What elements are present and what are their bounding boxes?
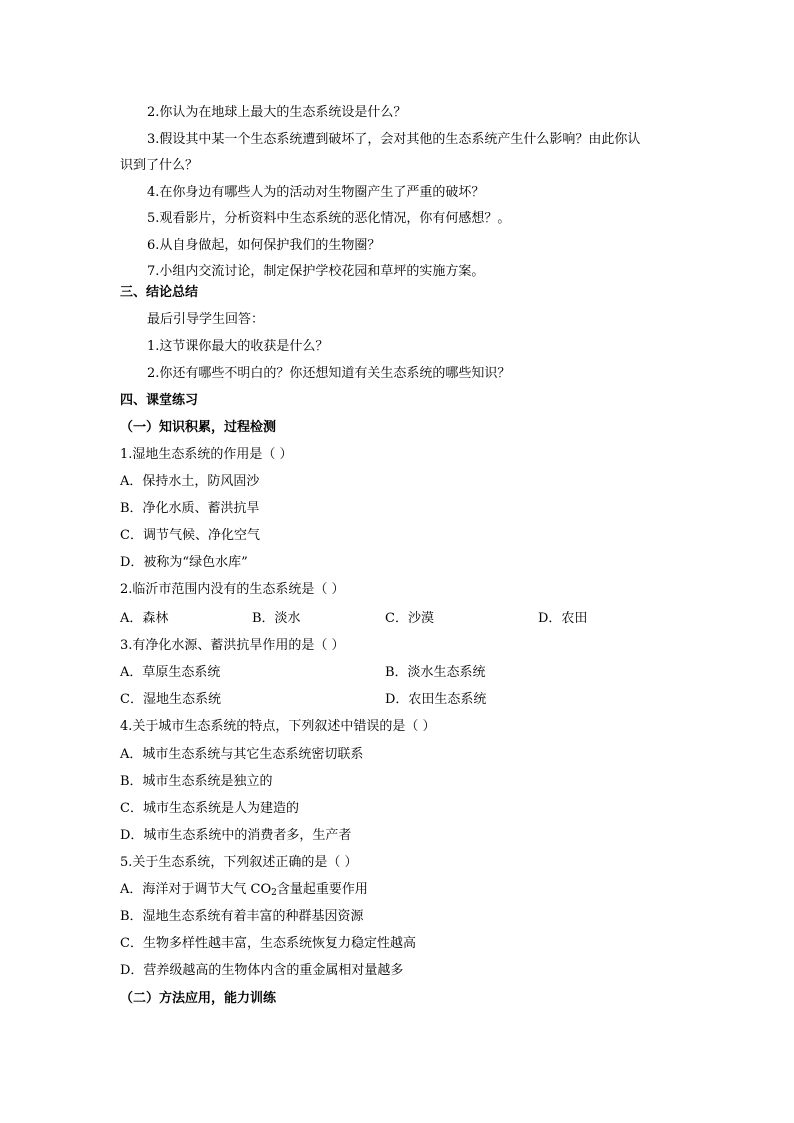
- exercise-5-stem: 5.关于生态系统，下列叙述正确的是（ ）: [120, 855, 358, 870]
- co2-subscript: 2: [271, 888, 277, 898]
- exercise-5-option-b: B．湿地生态系统有着丰富的种群基因资源: [120, 909, 364, 924]
- exercise-4-option-a: A．城市生态系统与其它生态系统密切联系: [120, 747, 364, 762]
- exercise-1-option-c: C．调节气候、净化空气: [120, 528, 260, 543]
- question-3-continued: 识到了什么？: [120, 158, 199, 173]
- exercise-5-option-a-prefix: A．海洋对于调节大气 CO: [120, 882, 272, 897]
- exercise-3-option-d: D．农田生态系统: [385, 692, 487, 707]
- exercise-4-option-d: D．城市生态系统中的消费者多，生产者: [120, 828, 352, 843]
- exercise-3-option-c: C．湿地生态系统: [120, 692, 221, 707]
- question-4: 4.在你身边有哪些人为的活动对生物圈产生了严重的破坏？: [147, 185, 485, 200]
- exercise-1-option-b: B．净化水质、蓄洪抗旱: [120, 501, 260, 516]
- exercise-2-option-b: B．淡水: [252, 611, 301, 626]
- section-3-heading: 三、结论总结: [120, 285, 199, 300]
- exercise-2-stem: 2.临沂市范围内没有的生态系统是（ ）: [120, 582, 345, 597]
- exercise-5-option-a-suffix: 含量起重要作用: [276, 882, 368, 897]
- exercise-5-option-a: [120, 881, 368, 902]
- exercise-3-stem: 3.有净化水源、蓄洪抗旱作用的是（ ）: [120, 638, 345, 653]
- exercise-4-option-b: B．城市生态系统是独立的: [120, 774, 273, 789]
- exercise-2-option-d: D．农田: [538, 611, 588, 626]
- question-6: 6.从自身做起，如何保护我们的生物圈？: [147, 238, 381, 253]
- question-5: 5.观看影片，分析资料中生态系统的恶化情况，你有何感想？。: [147, 211, 511, 226]
- exercise-5-option-c: C．生物多样性越丰富，生态系统恢复力稳定性越高: [120, 936, 416, 951]
- question-7: 7.小组内交流讨论，制定保护学校花园和草坪的实施方案。: [147, 264, 485, 279]
- exercise-4-option-c: C．城市生态系统是人为建造的: [120, 801, 299, 816]
- section-3-intro: 最后引导学生回答：: [147, 312, 265, 327]
- section-4-heading: 四、课堂练习: [120, 393, 199, 408]
- exercise-2-option-a: A．森林: [120, 611, 169, 626]
- subsection-1-heading: （一）知识积累，过程检测: [120, 420, 277, 435]
- section-3-question-1: 1.这节课你最大的收获是什么？: [147, 339, 329, 354]
- section-3-question-2: 2.你还有哪些不明白的？你还想知道有关生态系统的哪些知识？: [147, 366, 511, 381]
- exercise-5-option-d: D．营养级越高的生物体内含的重金属相对量越多: [120, 963, 404, 978]
- exercise-4-stem: 4.关于城市生态系统的特点，下列叙述中错误的是（ ）: [120, 719, 436, 734]
- exercise-3-option-b: B．淡水生态系统: [385, 665, 486, 680]
- subsection-2-heading: （二）方法应用，能力训练: [120, 991, 277, 1006]
- exercise-1-option-a: A．保持水土，防风固沙: [120, 474, 260, 489]
- exercise-2-option-c: C．沙漠: [385, 611, 434, 626]
- exercise-1-stem: 1.湿地生态系统的作用是（ ）: [120, 447, 293, 462]
- exercise-3-option-a: A．草原生态系统: [120, 665, 221, 680]
- question-2: 2.你认为在地球上最大的生态系统设是什么？: [147, 105, 407, 120]
- exercise-1-option-d: D．被称为“绿色水库”: [120, 555, 248, 570]
- question-3: 3.假设其中某一个生态系统遭到破坏了，会对其他的生态系统产生什么影响？由此你认: [147, 132, 641, 147]
